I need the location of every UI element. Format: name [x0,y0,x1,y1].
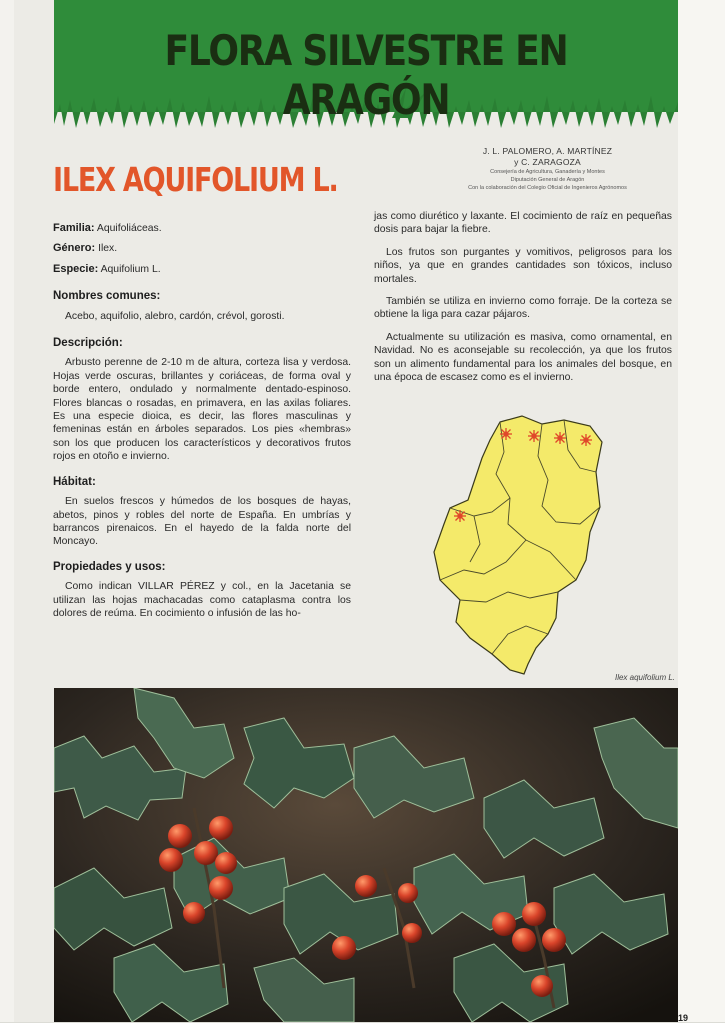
familia-field [53,222,351,235]
especie-field [53,263,351,276]
authors-line-2: y C. ZARAGOZA [514,157,581,167]
nombres-heading: Nombres comunes: [53,290,161,303]
nombres-text: Acebo, aquifolio, alebro, cardón, crévol, gorosti. [65,310,285,322]
presence-marker-2 [528,430,540,442]
page-margin-left [0,0,14,1022]
habitat-heading: Hábitat: [53,475,96,488]
especie-label: Especie: [53,262,99,275]
page-number: 19 [678,1013,689,1023]
affiliation-line-3: Con la colaboración del Colegio Oficial de Ingenieros Agrónomos [468,185,627,191]
descripcion-text: Arbusto perenne de 2-10 m de altura, corteza lisa y verdosa. Hojas verde oscuras, brillantes y coriáceas, de forma oval y borde entero, ondulado y normalmente dentado-espinoso. Flores blancas o rosadas, en primavera, en las axilas foliares. Es una especie dioica, es decir, las flores masculinas y femeninas están en árboles separados. Los pies «hembras» son los que producen los característicos y decorativos frutos rojos en otoño e invierno. [53,357,351,463]
especie-value: Aquifolium L. [100,263,161,275]
familia-value: Aquifoliáceas. [96,223,162,234]
presence-marker-moncayo [454,510,466,522]
right-column [374,210,672,393]
usos-paragraph-2: Los frutos son purgantes y vomitivos, peligrosos para los niños, ya que en grandes cantidades son tóxicos, incluso mortales. [374,246,672,285]
genero-value: Ilex. [98,243,118,255]
presence-marker-3 [554,432,566,444]
habitat-text: En suelos frescos y húmedos de los bosques de hayas, abetos, pinos y robles del norte de España. En umbrías y barrancos pirenaicos. En el hayedo de la falda norte del Moncayo. [53,496,351,548]
usos-paragraph-4: Actualmente su utilización es masiva, como ornamental, en Navidad. No es aconsejable su recolección, ya que los frutos son un alimento fundamental para los animales del bosque, en una época de escasez como es el invierno. [374,331,672,384]
aragon-distribution-map [430,412,610,682]
descripcion-heading: Descripción: [53,337,123,350]
aragon-region-shape [434,416,602,674]
genero-field [53,242,351,255]
affiliation-line-2: Diputación General de Aragón [510,177,585,183]
left-column [53,222,351,624]
presence-marker-1 [500,428,512,440]
genero-label: Género: [53,242,96,255]
authors-line-1: J. L. PALOMERO, A. MARTÍNEZ [482,146,613,156]
usos-paragraph-3: También se utiliza en invierno como forraje. De la corteza se obtiene la liga para cazar pájaros. [374,296,672,321]
page-margin-right [678,0,725,1022]
usos-paragraph-1: jas como diurético y laxante. El cocimiento de raíz en pequeñas dosis para bajar la fiebre. [374,211,672,236]
species-title: ILEX AQUIFOLIUM L. [53,160,338,199]
familia-label: Familia: [53,222,95,234]
header-banner [54,0,678,138]
propiedades-text: Como indican VILLAR PÉREZ y col., en la Jacetania se utilizan las hojas machacadas como cataplasma contra los dolores de reúma. En cocimiento o infusión de las ho- [53,581,351,619]
holly-photograph [54,688,678,1022]
presence-marker-4 [580,434,592,446]
section-title: FLORA SILVESTRE EN ARAGÓN [164,26,568,124]
affiliation-line-1: Consejería de Agricultura, Ganadería y Montes [490,169,605,175]
author-credits [430,146,665,192]
propiedades-heading: Propiedades y usos: [53,560,166,573]
map-caption: Ilex aquifolium L. [614,673,675,682]
